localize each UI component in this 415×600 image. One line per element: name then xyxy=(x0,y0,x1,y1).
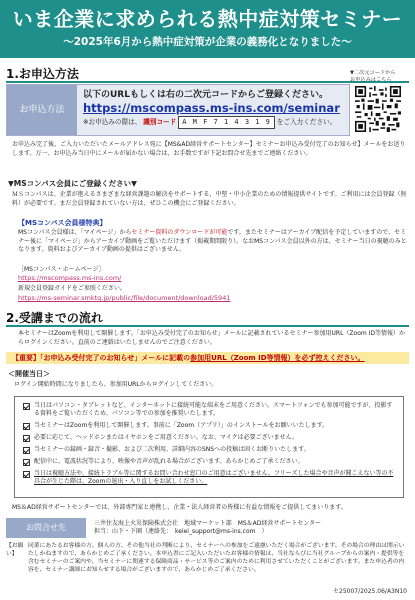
intro-text: お申込み完了後、ご入力いただいたメールアドレス宛に【MS&AD経営サポートセンター】セミナーお申込み受付完了のお知らせ】メールをお送りします。万一、お申込み当日中にメールが届かない場合は、お手数ですが下記お問合せ先までご連絡ください。 xyxy=(12,141,406,157)
important-notice-b: 参加用URL（Zoom ID等情報）を必ず控えください。 xyxy=(190,354,365,362)
caution-text: 同業にあたるお客様の方、個人の方、その他当社の判断により、セミナーへの参加をご遠慮いただく場合がございます。その場合の理由は開示いたしかねますので、あらかじめご了承ください。本申込書にご記入いただいたお客様の情報は、当社ならびに当社グループからの案内・提供等を含むセミナーのご案内や、当セミナーに関連する保険商品・サービス等のご案内のために利用させていただくことがございます。また申込者の内容を、セミナー講師にお知らせする場合がございますので、あらかじめご了承ください。 xyxy=(28,543,405,573)
member-benefit-heading: 【MSコンパス会員様特典】 xyxy=(18,219,107,227)
note-text: 当セミナーの録画・録音・撮影、および二次利用、詳細内容のSNSへの投稿は固くお断りいたします。 xyxy=(34,446,310,453)
apply-instruction: 以下のURLもしくは右の二次元コードからご登録ください。 xyxy=(83,90,328,100)
ms-compass-text: ＭＳコンパスは、企業が抱えるさまざまな経営課題の解決をサポートする、中堅・中小企業のための情報提供サイトです。ご利用には会員登録（無料）が必要です。まだ会員登録されていない方は、ぜひこの機会にご登録ください。 xyxy=(12,191,407,207)
flow-intro: 本セミナーはZoomを利用して開催します。「お申込み受付完了のお知らせ」メールに記載されているセミナー参加用URL（Zoom ID等情報）からログインください。直前のご連絡はいたしませんのでご注意ください。 xyxy=(18,330,406,346)
guide-link[interactable]: https://ms-seminar.smktg.jp/public/file/document/download/5941 xyxy=(18,294,231,302)
apply-note-prefix: ※お申込みの際は、 xyxy=(83,118,142,126)
note-text: 当日はパソコン・タブレットなど、インターネットに接続可能な端末をご用意ください。スマートフォンでも参加可能ですが、投影する資料をご覧いただくため、パソコン等での参加を推奨いたします。 xyxy=(34,402,393,417)
page-subtitle: ～2025年6月から熱中症対策が企業の義務化となりました～ xyxy=(63,36,352,48)
checkbox-icon xyxy=(23,423,30,430)
apply-note xyxy=(83,116,343,129)
note-item xyxy=(23,402,395,418)
important-notice xyxy=(6,352,409,364)
apply-label: お申込方法 xyxy=(7,85,77,135)
section-flow-title: 2.受講までの流れ xyxy=(6,311,409,327)
note-text: 配信中に、電波状況等により、映像や音声が乱れる場合がございます。あらかじめご了承ください。 xyxy=(34,458,304,465)
checkbox-icon xyxy=(23,435,30,442)
page-title: いま企業に求められる熱中症対策セミナー xyxy=(12,7,403,31)
member-benefit-text xyxy=(18,229,408,255)
contact-box xyxy=(6,518,409,538)
checkbox-icon xyxy=(23,471,30,478)
apply-url-link[interactable]: https://mscompass.ms-ins.com/seminar xyxy=(83,101,340,115)
notes-box xyxy=(14,396,404,498)
note-text: 必要に応じて、ヘッドホンまたはイヤホンをご用意ください。なお、マイクは必要ございません。 xyxy=(34,434,299,441)
note-text: 当セミナーはZoomを利用して開催します。事前に「Zoom（アプリ）」のインストールをお願いいたします。 xyxy=(34,422,329,429)
contact-company: 三井住友海上火災保険株式会社 地域マーケット部 MS＆AD経営サポートセンター xyxy=(94,520,321,527)
caution-block xyxy=(6,542,409,574)
sponsor-text: MS＆AD経営サポートセンターでは、外部専門家と連携し、企業・法人経営者の皆様に有益な情報をご提供してまいります。 xyxy=(12,504,347,511)
member-text-a: MSコンパス会員様は、「マイページ」から xyxy=(18,229,132,236)
homepage-label: ［MSコンパス・ホームページ］ xyxy=(18,266,105,273)
caution-label: 【お願い】 xyxy=(6,543,24,557)
note-item xyxy=(23,434,395,442)
contact-body xyxy=(86,520,321,536)
note-item xyxy=(23,470,395,486)
ms-compass-heading: ▼MSコンパス会員にご登録ください▼ xyxy=(8,179,137,188)
member-text-b: です。またセミナーはアーカイブ配信を予定していますので、セミナー後に「マイページ」からアーカイブ動画をご覧いただけます（掲載期間限り）。なおMSコンパス会員以外の方は、セミナー当日の視聴のみとなります。資料およびアーカイブ動画の提供はございません。 xyxy=(18,229,407,253)
note-item xyxy=(23,446,395,454)
guide-label: 新規会員登録ガイドをご参照ください。 xyxy=(18,285,126,292)
member-text-red: セミナー資料のダウンロードが可能 xyxy=(131,229,228,236)
note-text: 当日は視聴方法や、接続トラブル等に関するお問い合わせ窓口のご用意はございません。フリーズした場合や音声が聞こえない等の不具合が生じた際は、Zoomの退出・入り直しをお試しください。 xyxy=(34,470,394,485)
identification-code: A M F 7 1 4 3 1 9 xyxy=(178,116,275,129)
qr-caption: ▼二次元コードから お申込みはこちら xyxy=(350,70,396,83)
page-header xyxy=(0,0,415,58)
contact-email[interactable]: 担当：山下・下園（連絡先： keiei_support@ms-ins.com ） xyxy=(94,528,268,535)
note-item xyxy=(23,458,395,466)
checkbox-icon xyxy=(23,403,30,410)
contact-label: お問合せ先 xyxy=(6,518,86,538)
qr-code-icon[interactable] xyxy=(355,86,401,132)
important-notice-a: 【重要】「お申込み受付完了のお知らせ」メールに記載の xyxy=(12,354,191,362)
homepage-link[interactable]: https://mscompass.ms-ins.com/ xyxy=(18,274,122,282)
section-apply-title: 1.お申込方法 xyxy=(6,67,409,83)
apply-note-red: 識別コード xyxy=(143,118,177,126)
apply-note-suffix: をご入力ください。 xyxy=(276,118,337,126)
event-day-heading: ＜開催当日＞ xyxy=(8,370,50,378)
document-code: セ25007/2025.06/A3N10 xyxy=(333,588,407,595)
checkbox-icon xyxy=(23,447,30,454)
apply-body xyxy=(77,85,349,135)
checkbox-icon xyxy=(23,459,30,466)
event-day-text: ログイン開始時間になりましたら、参加用URLからログインしてください。 xyxy=(14,381,218,388)
apply-box xyxy=(6,84,350,136)
note-item xyxy=(23,422,395,430)
